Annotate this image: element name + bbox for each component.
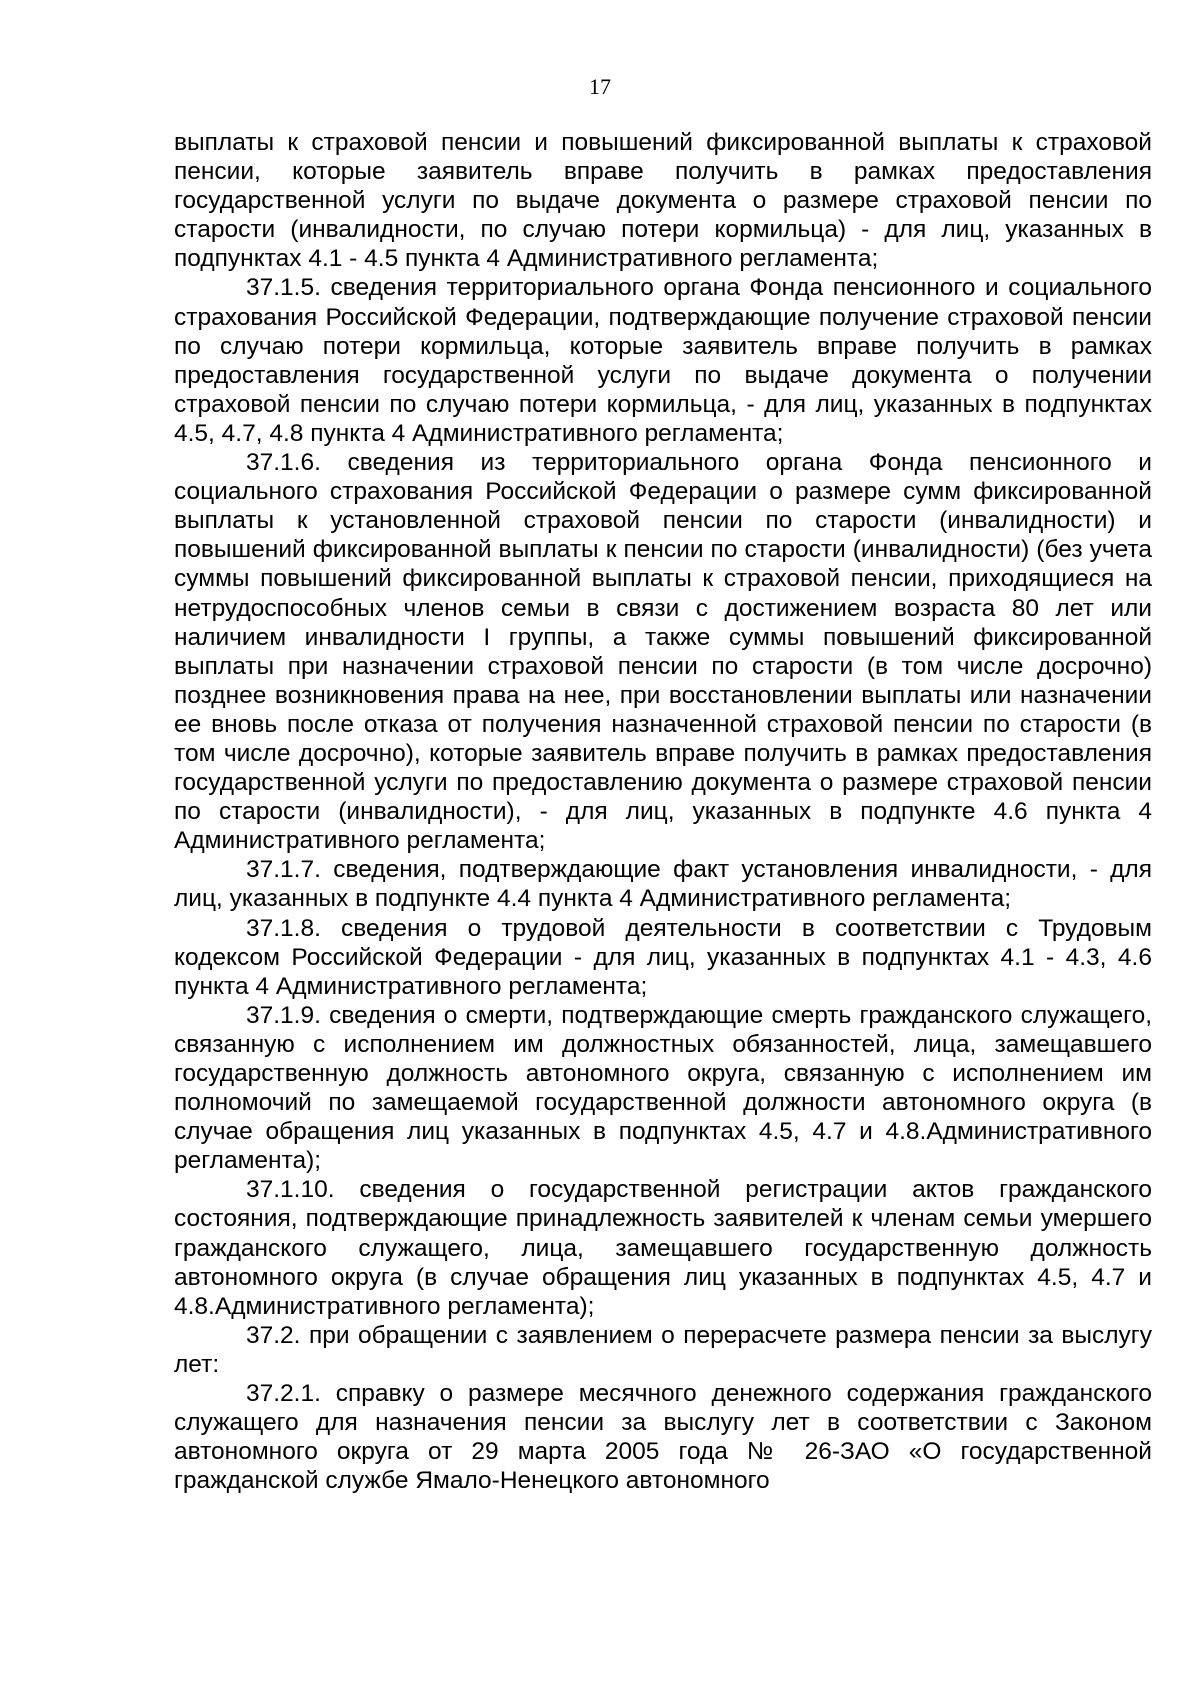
document-body (174, 128, 1152, 1495)
paragraph: 37.2. при обращении с заявлением о перерасчете размера пенсии за выслугу лет: (174, 1321, 1152, 1378)
paragraph: 37.2.1. справку о размере месячного денежного содержания гражданского служащего для назначения пенсии за выслугу лет в соответствии с Законом автономного округа от 29 марта 2005 года № 26-ЗАО «О государственной гражданской службе Ямало-Ненецкого автономного (174, 1380, 1152, 1495)
paragraph: 37.1.6. сведения из территориального органа Фонда пенсионного и социального страхования Российской Федерации о размере сумм фиксированной выплаты к установленной страховой пенсии по старости (инвалидности) и повышений фиксированной выплаты к пенсии по старости (инвалидности) (без учета суммы повышений фиксированной выплаты к страховой пенсии, приходящиеся на нетрудоспособных членов семьи в связи с достижением возраста 80 лет или наличием инвалидности I группы, а также суммы повышений фиксированной выплаты при назначении страховой пенсии по старости (в том числе досрочно) позднее возникновения права на нее, при восстановлении выплаты или назначении ее вновь после отказа от получения назначенной страховой пенсии по старости (в том числе досрочно), которые заявитель вправе получить в рамках предоставления государственной услуги по предоставлению документа о размере страховой пенсии по старости (инвалидности), - для лиц, указанных в подпункте 4.6 пункта 4 Административного регламента; (174, 449, 1152, 855)
paragraph: 37.1.10. сведения о государственной регистрации актов гражданского состояния, подтверждающие принадлежность заявителей к членам семьи умершего гражданского служащего, лица, замещавшего государственную должность автономного округа (в случае обращения лиц указанных в подпунктах 4.5, 4.7 и 4.8.Административного регламента); (174, 1176, 1152, 1320)
paragraph: 37.1.5. сведения территориального органа Фонда пенсионного и социального страхования Российской Федерации, подтверждающие получение страховой пенсии по случаю потери кормильца, которые заявитель вправе получить в рамках предоставления государственной услуги по выдаче документа о получении страховой пенсии по случаю потери кормильца, - для лиц, указанных в подпунктах 4.5, 4.7, 4.8 пункта 4 Административного регламента; (174, 274, 1152, 447)
paragraph: 37.1.7. сведения, подтверждающие факт установления инвалидности, - для лиц, указанных в подпункте 4.4 пункта 4 Административного регламента; (174, 856, 1152, 913)
page-number: 17 (589, 74, 611, 99)
paragraph: 37.1.8. сведения о трудовой деятельности в соответствии с Трудовым кодексом Российской Федерации - для лиц, указанных в подпунктах 4.1 - 4.3, 4.6 пункта 4 Административного регламента; (174, 914, 1152, 1000)
paragraph: выплаты к страховой пенсии и повышений фиксированной выплаты к страховой пенсии, которые заявитель вправе получить в рамках предоставления государственной услуги по выдаче документа о размере страховой пенсии по старости (инвалидности, по случаю потери кормильца) - для лиц, указанных в подпунктах 4.1 - 4.5 пункта 4 Административного регламента; (174, 129, 1152, 273)
paragraph: 37.1.9. сведения о смерти, подтверждающие смерть гражданского служащего, связанную с исполнением им должностных обязанностей, лица, замещавшего государственную должность автономного округа, связанную с исполнением им полномочий по замещаемой государственной должности автономного округа (в случае обращения лиц указанных в подпунктах 4.5, 4.7 и 4.8.Административного регламента); (174, 1001, 1152, 1175)
